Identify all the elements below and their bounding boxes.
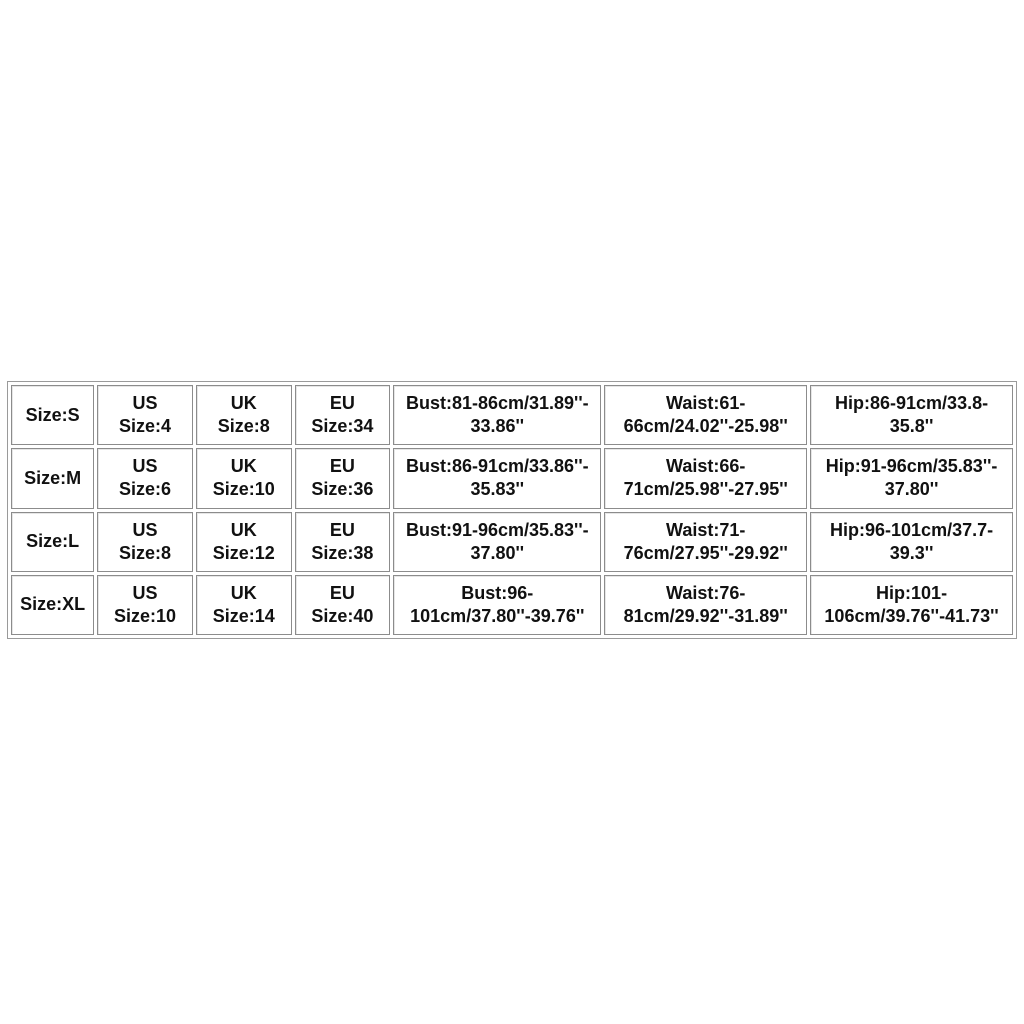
us-size-cell [97,448,193,508]
waist-cell [604,512,807,572]
uk-label: UK [230,393,257,414]
us-label: US [132,519,158,540]
uk-size-value: Size:12 [212,542,275,563]
hip-cell [810,448,1013,508]
size-label-cell [11,385,94,445]
us-size-value: Size:10 [114,605,177,626]
eu-size-cell [295,512,391,572]
eu-size-value: Size:38 [311,542,374,563]
us-label: US [132,456,158,477]
uk-size-cell [196,512,292,572]
uk-size-value: Size:10 [212,479,275,500]
eu-size-cell [295,575,391,635]
uk-size-value: Size:14 [212,605,275,626]
size-label: Size:XL [20,594,86,615]
bust-cell [393,512,601,572]
bust-line-2: 37.80'' [470,542,525,563]
hip-line-1: Hip:86-91cm/33.8- [835,393,989,414]
waist-line-1: Waist:66- [666,456,746,477]
bust-line-1: Bust:81-86cm/31.89''- [405,393,589,414]
eu-label: EU [329,393,355,414]
us-size-cell [97,385,193,445]
us-size-cell [97,575,193,635]
uk-label: UK [230,582,257,603]
hip-cell [810,575,1013,635]
waist-line-2: 66cm/24.02''-25.98'' [623,416,788,437]
bust-line-2: 33.86'' [470,416,525,437]
bust-cell [393,448,601,508]
us-label: US [132,582,158,603]
waist-line-1: Waist:76- [666,582,746,603]
us-size-value: Size:6 [119,479,172,500]
eu-label: EU [329,456,355,477]
hip-line-1: Hip:91-96cm/35.83''- [825,456,998,477]
hip-line-1: Hip:96-101cm/37.7- [830,519,994,540]
bust-line-1: Bust:86-91cm/33.86''- [405,456,589,477]
waist-line-2: 71cm/25.98''-27.95'' [623,479,788,500]
eu-size-cell [295,385,391,445]
size-label-cell [11,575,94,635]
waist-line-1: Waist:61- [666,393,746,414]
uk-label: UK [230,519,257,540]
bust-line-2: 35.83'' [470,479,525,500]
hip-line-2: 106cm/39.76''-41.73'' [824,605,999,626]
uk-size-cell [196,575,292,635]
size-label: Size:M [24,467,82,488]
uk-size-cell [196,385,292,445]
size-label: Size:L [26,531,80,552]
waist-line-2: 81cm/29.92''-31.89'' [623,605,788,626]
hip-line-2: 39.3'' [889,542,934,563]
waist-line-2: 76cm/27.95''-29.92'' [623,542,788,563]
waist-cell [604,575,807,635]
uk-size-value: Size:8 [217,416,270,437]
hip-cell [810,385,1013,445]
bust-cell [393,385,601,445]
waist-cell [604,448,807,508]
size-label: Size:S [25,404,80,425]
table-row [11,512,1013,572]
eu-size-value: Size:36 [311,479,374,500]
bust-line-1: Bust:96- [461,582,534,603]
eu-label: EU [329,582,355,603]
uk-label: UK [230,456,257,477]
size-label-cell [11,512,94,572]
table-row [11,385,1013,445]
eu-size-cell [295,448,391,508]
us-size-value: Size:8 [119,542,172,563]
table-row [11,575,1013,635]
us-size-cell [97,512,193,572]
hip-cell [810,512,1013,572]
eu-size-value: Size:40 [311,605,374,626]
size-chart-table [7,381,1017,639]
waist-cell [604,385,807,445]
bust-line-2: 101cm/37.80''-39.76'' [410,605,585,626]
bust-line-1: Bust:91-96cm/35.83''- [405,519,589,540]
uk-size-cell [196,448,292,508]
eu-size-value: Size:34 [311,416,374,437]
bust-cell [393,575,601,635]
hip-line-2: 37.80'' [884,479,939,500]
table-row [11,448,1013,508]
size-label-cell [11,448,94,508]
eu-label: EU [329,519,355,540]
hip-line-2: 35.8'' [889,416,934,437]
waist-line-1: Waist:71- [666,519,746,540]
hip-line-1: Hip:101- [876,582,948,603]
us-size-value: Size:4 [119,416,172,437]
us-label: US [132,393,158,414]
